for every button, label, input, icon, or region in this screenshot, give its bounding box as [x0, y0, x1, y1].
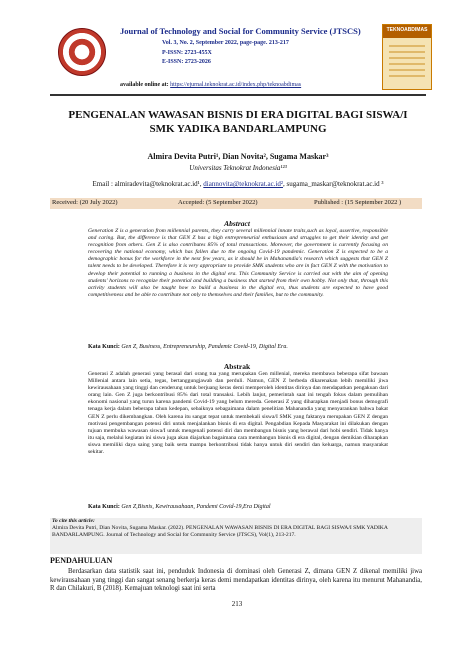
email-prefix: Email : almiradevita@teknokrat.ac.id¹, — [92, 180, 204, 188]
citation-heading: To cite this article: — [52, 518, 95, 524]
published-date: Published : (15 September 2022 ) — [314, 199, 402, 206]
keywords-id-label: Kata Kunci: — [88, 504, 120, 510]
citation-box — [50, 518, 422, 554]
accepted-date: Accepted: (5 September 2022) — [178, 199, 258, 206]
received-date: Received: (20 July 2022) — [52, 199, 118, 206]
abstract-id-heading: Abstrak — [223, 362, 251, 371]
email-suffix: , sugama_maskar@teknokrat.ac.id ³ — [282, 180, 384, 188]
journal-title: Journal of Technology and Social for Community Service (JTSCS) — [120, 26, 361, 36]
citation-text: Almira Devita Putri, Dian Novita, Sugama Maskar. (2022). PENGENALAN WAWASAN BISNIS DI ERA DIGITAL BAGI SISWA/I SMK YADIKA BANDARLAMPUNG. Journal of Technology and Social for Community Service (JTSCS), Vol(1), 213-217. — [52, 525, 388, 538]
author-affiliation: Universitas Teknokrat Indonesia¹²³ — [189, 164, 287, 172]
abstract-en-text: Generation Z is a generation from millennial parents, they carry several millennial innate traits,such as loyal, assertive, responsible and caring. But, the difference is that GEN Z has a high entrepreneurial enthusiasm and struggles to get their identity and get recognition from others. Gen Z is also contributes 85% of total transactions. Moreover, the government is currently focusing on recovering the national economy, which has fallen due to the ongoing Covid-19 pandemic. Generation Z is expected to be a demographic bonus for the workforce in the next few years, as it should be in Mahanandia's research which suggests that GEN Z talent needs to be developed. Therefore it is very appropriate to provide SMK students who are in fact GEN Z with the motivation to develop their potential to running a business in the digital era. This Community Service is carried out with the aim of opening students' horizons to recognize their potential and building a business that started from their own hobby. Not only that, through this activity students will also be taught how to build a business in the digital era, thus students are expected to have good competitiveness and be able to contribute not only to themselves and their families, but to the community. — [88, 228, 388, 298]
paper-authors: Almira Devita Putri¹, Dian Novita², Sugama Maskar³ — [147, 152, 329, 161]
online-availability — [120, 82, 301, 88]
keywords-id-values: Gen Z,Bisnis, Kewirausahaan, Pandemi Covid-19,Era Digital — [119, 504, 271, 510]
paper-title — [40, 108, 436, 136]
keywords-en-values: Gen Z, Business, Entrepreneurship, Pandemic Covid-19, Digital Era. — [119, 344, 288, 350]
abstract-id-text: Generasi Z adalah generasi yang berasal dari orang tua yang merupakan Gen millenial, mereka membawa beberapa sifat bawaan Millenial antara lain setia, tegas, bertanggungjawab dan perduli. Namun, GEN Z berbeda dikarenakan lebih memiliki jiwa kewirausahaan yang tinggi dan cenderung untuk berjuang keras demi memperoleh identitas dirinya dan mendapatkan pengakuan dari orang lain. Gen Z juga berkontribusi 85% dari total transaksi. Lebih lanjut, pemerintah saat ini tengah fokus dalam pemulihan ekonomi nasional yang turun karena pandemi Covid-19 yang belum mereda. Generasi Z yang diharapkan menjadi bonus demografi tenaga kerja dalam beberapa tahun kedepan, sebaiknya sebagaimana dalam penelitian Mahanandia yang menyarankan bahwa bakat GEN Z perlu dikembangkan. Oleh karena itu sangat tepat untuk membekali siswa/I SMK yang faktanya merupakan GEN Z dengan motivasi pengembangan potensi diri untuk menjalankan bisnis di era digital. Pengabdian Kepada Masyarakat ini dilakukan dengan tujuan membuka wawasan siswa/I untuk mengenali potensi diri dan membangun bisnis yang berawal dari hobi sendiri. Tidak hanya itu saja, melalui kegiatan ini siswa juga akan diajarkan bagaimana cara membangun bisnis di era digital, dengan demikian diharapkan siswa memiliki daya saing yang baik serta mampu berkontribusi tidak hanya untuk diri sendiri dan keluarga, namun masyarakat sekitar. — [88, 371, 388, 456]
email-link[interactable]: diannovita@teknokrat.ac.id² — [203, 180, 283, 188]
journal-url-link[interactable]: https://ejurnal.teknokrat.ac.id/index.php/teknoabdimas — [170, 82, 302, 88]
cover-decoration — [389, 45, 425, 81]
journal-cover-image — [382, 24, 432, 90]
dates-bar — [50, 198, 422, 209]
journal-logo — [58, 28, 106, 76]
abstract-en-heading: Abstract — [224, 219, 250, 228]
author-emails — [40, 180, 436, 188]
online-label: available online at: — [120, 82, 169, 88]
journal-eissn: E-ISSN: 2723-2026 — [162, 59, 211, 65]
journal-pissn: P-ISSN: 2723-455X — [162, 50, 212, 56]
keywords-en-label: Kata Kunci: — [88, 344, 120, 350]
cover-label: TEKNOABDIMAS — [386, 27, 428, 33]
paper-title-line2: SMK YADIKA BANDARLAMPUNG — [149, 123, 327, 135]
header-divider — [50, 94, 426, 96]
keywords-id — [88, 504, 388, 510]
intro-text — [50, 568, 422, 594]
page-number: 213 — [231, 600, 243, 608]
intro-paragraph: Berdasarkan data statistik saat ini, penduduk Indonesia di dominasi oleh Generasi Z, dimana GEN Z dikenal memiliki jiwa kewirausahaan yang tinggi dan sangat senang berkerja keras demi mendapatkan identitas dirinya, oleh karena itu menurut Mahanandia, R dan Chilakuri, B (2018). Kemajuan teknologi saat ini serta — [50, 568, 422, 593]
keywords-en — [88, 344, 388, 350]
paper-title-line1: PENGENALAN WAWASAN BISNIS DI ERA DIGITAL BAGI SISWA/I — [68, 109, 408, 121]
intro-heading: PENDAHULUAN — [50, 556, 113, 565]
journal-volume: Vol. 3, No. 2, September 2022, page-page. 213-217 — [162, 40, 289, 46]
